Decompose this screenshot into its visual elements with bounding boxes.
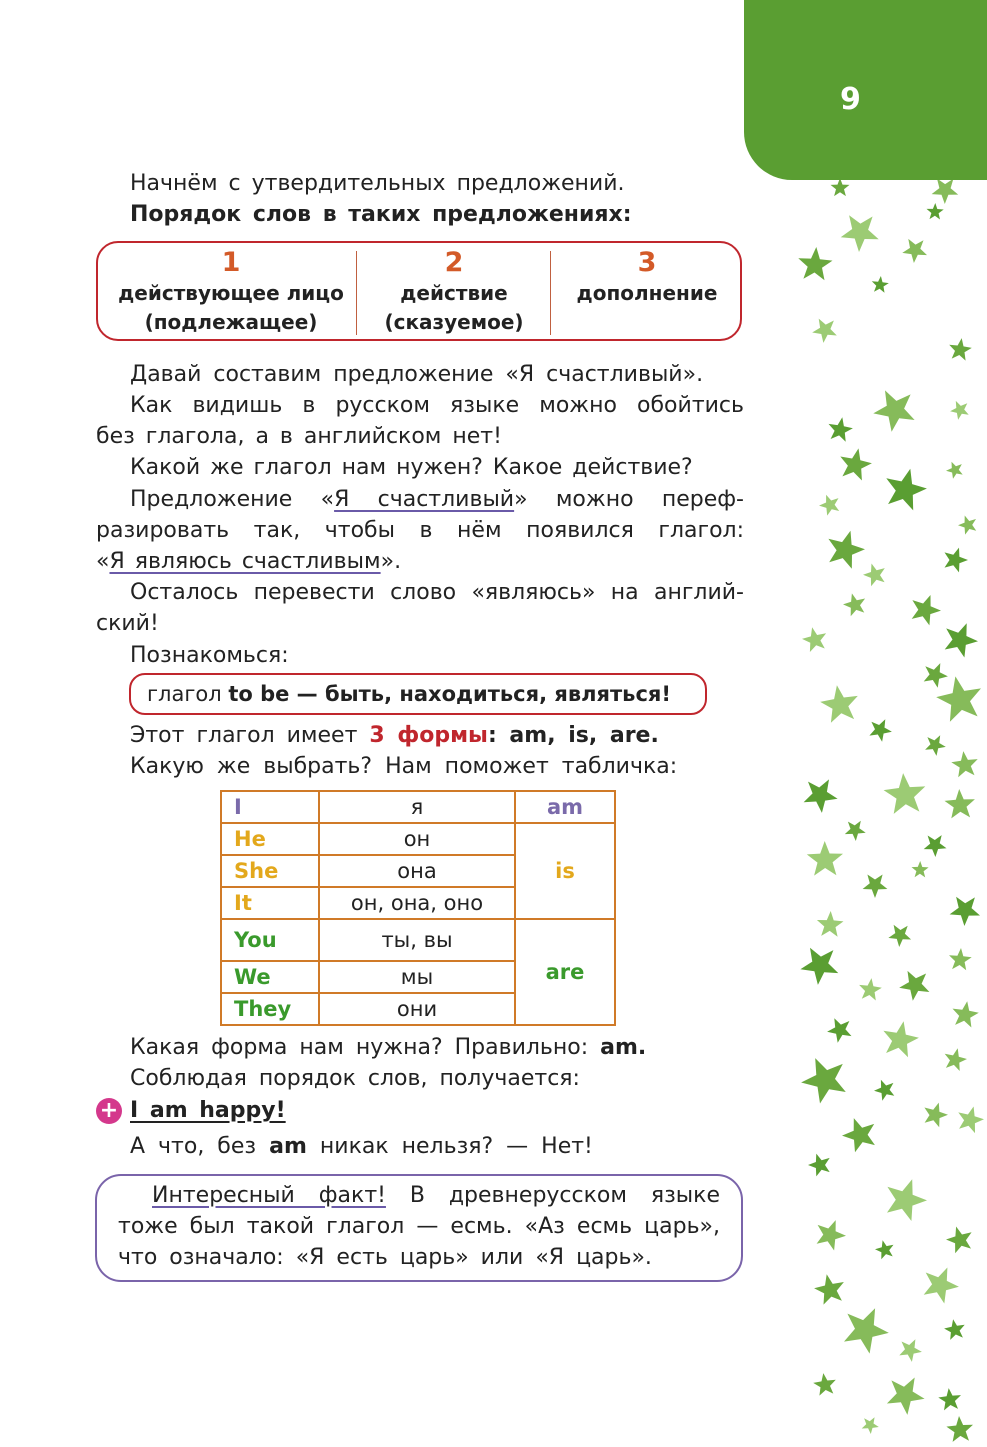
fact-title: Интересный факт!	[152, 1183, 386, 1208]
order-label-sub: (сказуемое)	[384, 310, 524, 334]
star-icon	[828, 531, 865, 569]
text: Какая форма нам нужна? Правильно:	[130, 1035, 601, 1060]
star-icon	[912, 861, 929, 877]
paragraph	[96, 546, 401, 577]
star-icon	[958, 516, 976, 535]
star-icon	[951, 751, 977, 777]
text: В древнерусском языке	[385, 1183, 720, 1208]
translation-cell: он, она, оно	[319, 887, 515, 919]
order-num: 1	[221, 247, 241, 278]
star-icon	[938, 1388, 961, 1410]
star-icon	[863, 564, 885, 587]
pronoun-cell: She	[221, 855, 319, 887]
paragraph	[130, 1032, 646, 1063]
order-num: 2	[444, 247, 464, 278]
order-label: дополнение	[576, 281, 718, 305]
text: :	[487, 723, 497, 748]
paragraph: без глагола, а в английском нет!	[96, 424, 502, 449]
star-icon	[927, 203, 944, 220]
fact-line	[152, 1180, 720, 1211]
star-icon	[946, 1227, 972, 1254]
star-icon	[945, 789, 975, 818]
star-icon	[845, 821, 866, 841]
star-icon	[924, 835, 947, 857]
star-icon	[798, 247, 832, 280]
star-icon	[817, 1220, 846, 1250]
star-icon	[886, 469, 927, 511]
star-icon	[924, 663, 948, 688]
star-icon	[887, 1378, 925, 1415]
star-icon	[831, 178, 850, 196]
fact-line: тоже был такой глагол — есмь. «Аз есмь царь»,	[118, 1214, 720, 1239]
text: Этот глагол имеет	[130, 723, 370, 748]
star-icon	[843, 593, 865, 616]
paragraph: разировать так, чтобы в нём появился глагол:	[96, 518, 744, 543]
paragraph	[130, 484, 744, 515]
paragraph: Познакомься:	[130, 643, 289, 668]
star-icon	[840, 448, 872, 480]
order-object	[554, 243, 740, 339]
star-icon	[945, 548, 969, 573]
paragraph: Какую же выбрать? Нам поможет табличка:	[130, 754, 678, 779]
star-icon	[841, 215, 879, 252]
star-icon	[912, 595, 941, 625]
star-icon	[807, 841, 843, 876]
pronoun-cell: It	[221, 887, 319, 919]
star-icon	[842, 1118, 875, 1152]
underlined-phrase: Я являюсь счастливым	[109, 549, 381, 574]
example-sentence: I am happy!	[130, 1098, 286, 1123]
form-cell-are: are	[515, 919, 615, 1025]
order-label-sub: (подлежащее)	[144, 310, 318, 334]
star-icon	[804, 779, 838, 813]
star-icon	[953, 1001, 979, 1027]
star-icon	[802, 627, 826, 652]
pronoun-cell: You	[221, 919, 319, 961]
star-icon	[958, 1107, 984, 1134]
text: А что, без	[130, 1134, 270, 1159]
translation-cell: она	[319, 855, 515, 887]
star-icon	[814, 1274, 844, 1304]
text: ».	[380, 549, 402, 574]
page-number-tab	[744, 0, 987, 180]
to-be-table	[220, 790, 616, 1026]
pronoun-cell: We	[221, 961, 319, 993]
star-icon	[875, 1240, 894, 1259]
star-icon	[924, 1103, 948, 1128]
translation-cell: он	[319, 823, 515, 855]
star-icon	[817, 911, 844, 937]
star-icon	[801, 1058, 846, 1103]
star-icon	[808, 1154, 830, 1177]
paragraph: Соблюдая порядок слов, получается:	[130, 1066, 580, 1091]
paragraph	[130, 1131, 593, 1162]
intro-text: Начнём с утвердительных предложений.	[130, 171, 625, 196]
table-row	[221, 791, 615, 823]
star-icon	[945, 623, 978, 657]
table-row	[221, 919, 615, 961]
translation-cell: они	[319, 993, 515, 1025]
pronoun-cell: He	[221, 823, 319, 855]
order-title: Порядок слов в таких предложениях:	[130, 202, 632, 227]
answer: am.	[600, 1035, 647, 1060]
paragraph: Давай составим предложение «Я счастливый».	[130, 362, 704, 387]
pronoun-cell: I	[221, 791, 319, 823]
star-icon	[820, 685, 858, 723]
star-icon	[950, 897, 980, 926]
pronoun-cell: They	[221, 993, 319, 1025]
star-icon	[949, 338, 972, 361]
form-cell-is: is	[515, 823, 615, 919]
star-icon	[872, 276, 889, 293]
star-icon	[899, 1339, 922, 1362]
word-order-box	[96, 241, 742, 341]
star-icon	[812, 319, 837, 343]
star-icon	[884, 773, 926, 814]
star-icon	[859, 978, 882, 1000]
translation-cell: ты, вы	[319, 919, 515, 961]
order-subject	[106, 243, 356, 339]
star-icon	[924, 1268, 959, 1304]
star-icon	[819, 495, 839, 516]
table-row	[221, 823, 615, 855]
star-icon	[827, 1018, 851, 1043]
star-icon	[936, 676, 981, 721]
star-icon	[862, 1417, 879, 1434]
verb-box	[129, 673, 707, 715]
star-icon	[869, 719, 892, 742]
paragraph: Осталось перевести слово «являюсь» на англий-	[130, 580, 744, 605]
star-icon	[946, 462, 963, 479]
star-icon	[813, 1373, 836, 1396]
keyword: am	[269, 1134, 307, 1159]
forms-list: am, is, are.	[496, 723, 659, 748]
forms-count: 3 формы	[369, 723, 488, 748]
divider	[356, 251, 357, 335]
order-predicate	[360, 243, 548, 339]
star-icon	[887, 1179, 927, 1221]
star-icon	[899, 971, 929, 1001]
star-icon	[800, 948, 838, 985]
star-icon	[863, 875, 888, 899]
divider	[550, 251, 551, 335]
verb-prefix: глагол	[147, 682, 229, 706]
form-cell-am: am	[515, 791, 615, 823]
star-icon	[950, 401, 969, 420]
star-icon	[945, 1048, 967, 1071]
translation-cell: я	[319, 791, 515, 823]
order-label: действующее лицо	[118, 281, 344, 305]
paragraph: Как видишь в русском языке можно обойтись	[130, 393, 744, 418]
star-icon	[844, 1308, 889, 1353]
order-label: действие	[400, 281, 508, 305]
fact-line: что означало: «Я есть царь» или «Я царь».	[118, 1245, 652, 1270]
star-icon	[932, 179, 959, 205]
text: «	[96, 549, 110, 574]
paragraph: ский!	[96, 611, 159, 636]
star-icon	[946, 1416, 973, 1442]
page-number: 9	[840, 82, 861, 117]
star-icon	[883, 1021, 919, 1057]
star-icon	[829, 417, 853, 442]
text: » можно переф-	[514, 487, 744, 512]
text: Предложение «	[130, 487, 335, 512]
star-icon	[949, 948, 972, 970]
star-icon	[925, 735, 946, 756]
underlined-phrase: Я счастливый	[334, 487, 515, 512]
forms-line	[130, 720, 659, 751]
paragraph: Какой же глагол нам нужен? Какое действие?	[130, 455, 693, 480]
translation-cell: мы	[319, 961, 515, 993]
star-icon	[902, 239, 927, 263]
text: никак нельзя? — Нет!	[306, 1134, 593, 1159]
verb-definition: to be — быть, находиться, являться!	[228, 682, 671, 706]
star-icon	[873, 390, 914, 431]
star-icon	[888, 925, 911, 947]
plus-icon: +	[96, 1098, 122, 1124]
star-icon	[944, 1319, 965, 1340]
star-icon	[874, 1080, 894, 1101]
order-num: 3	[637, 247, 657, 278]
